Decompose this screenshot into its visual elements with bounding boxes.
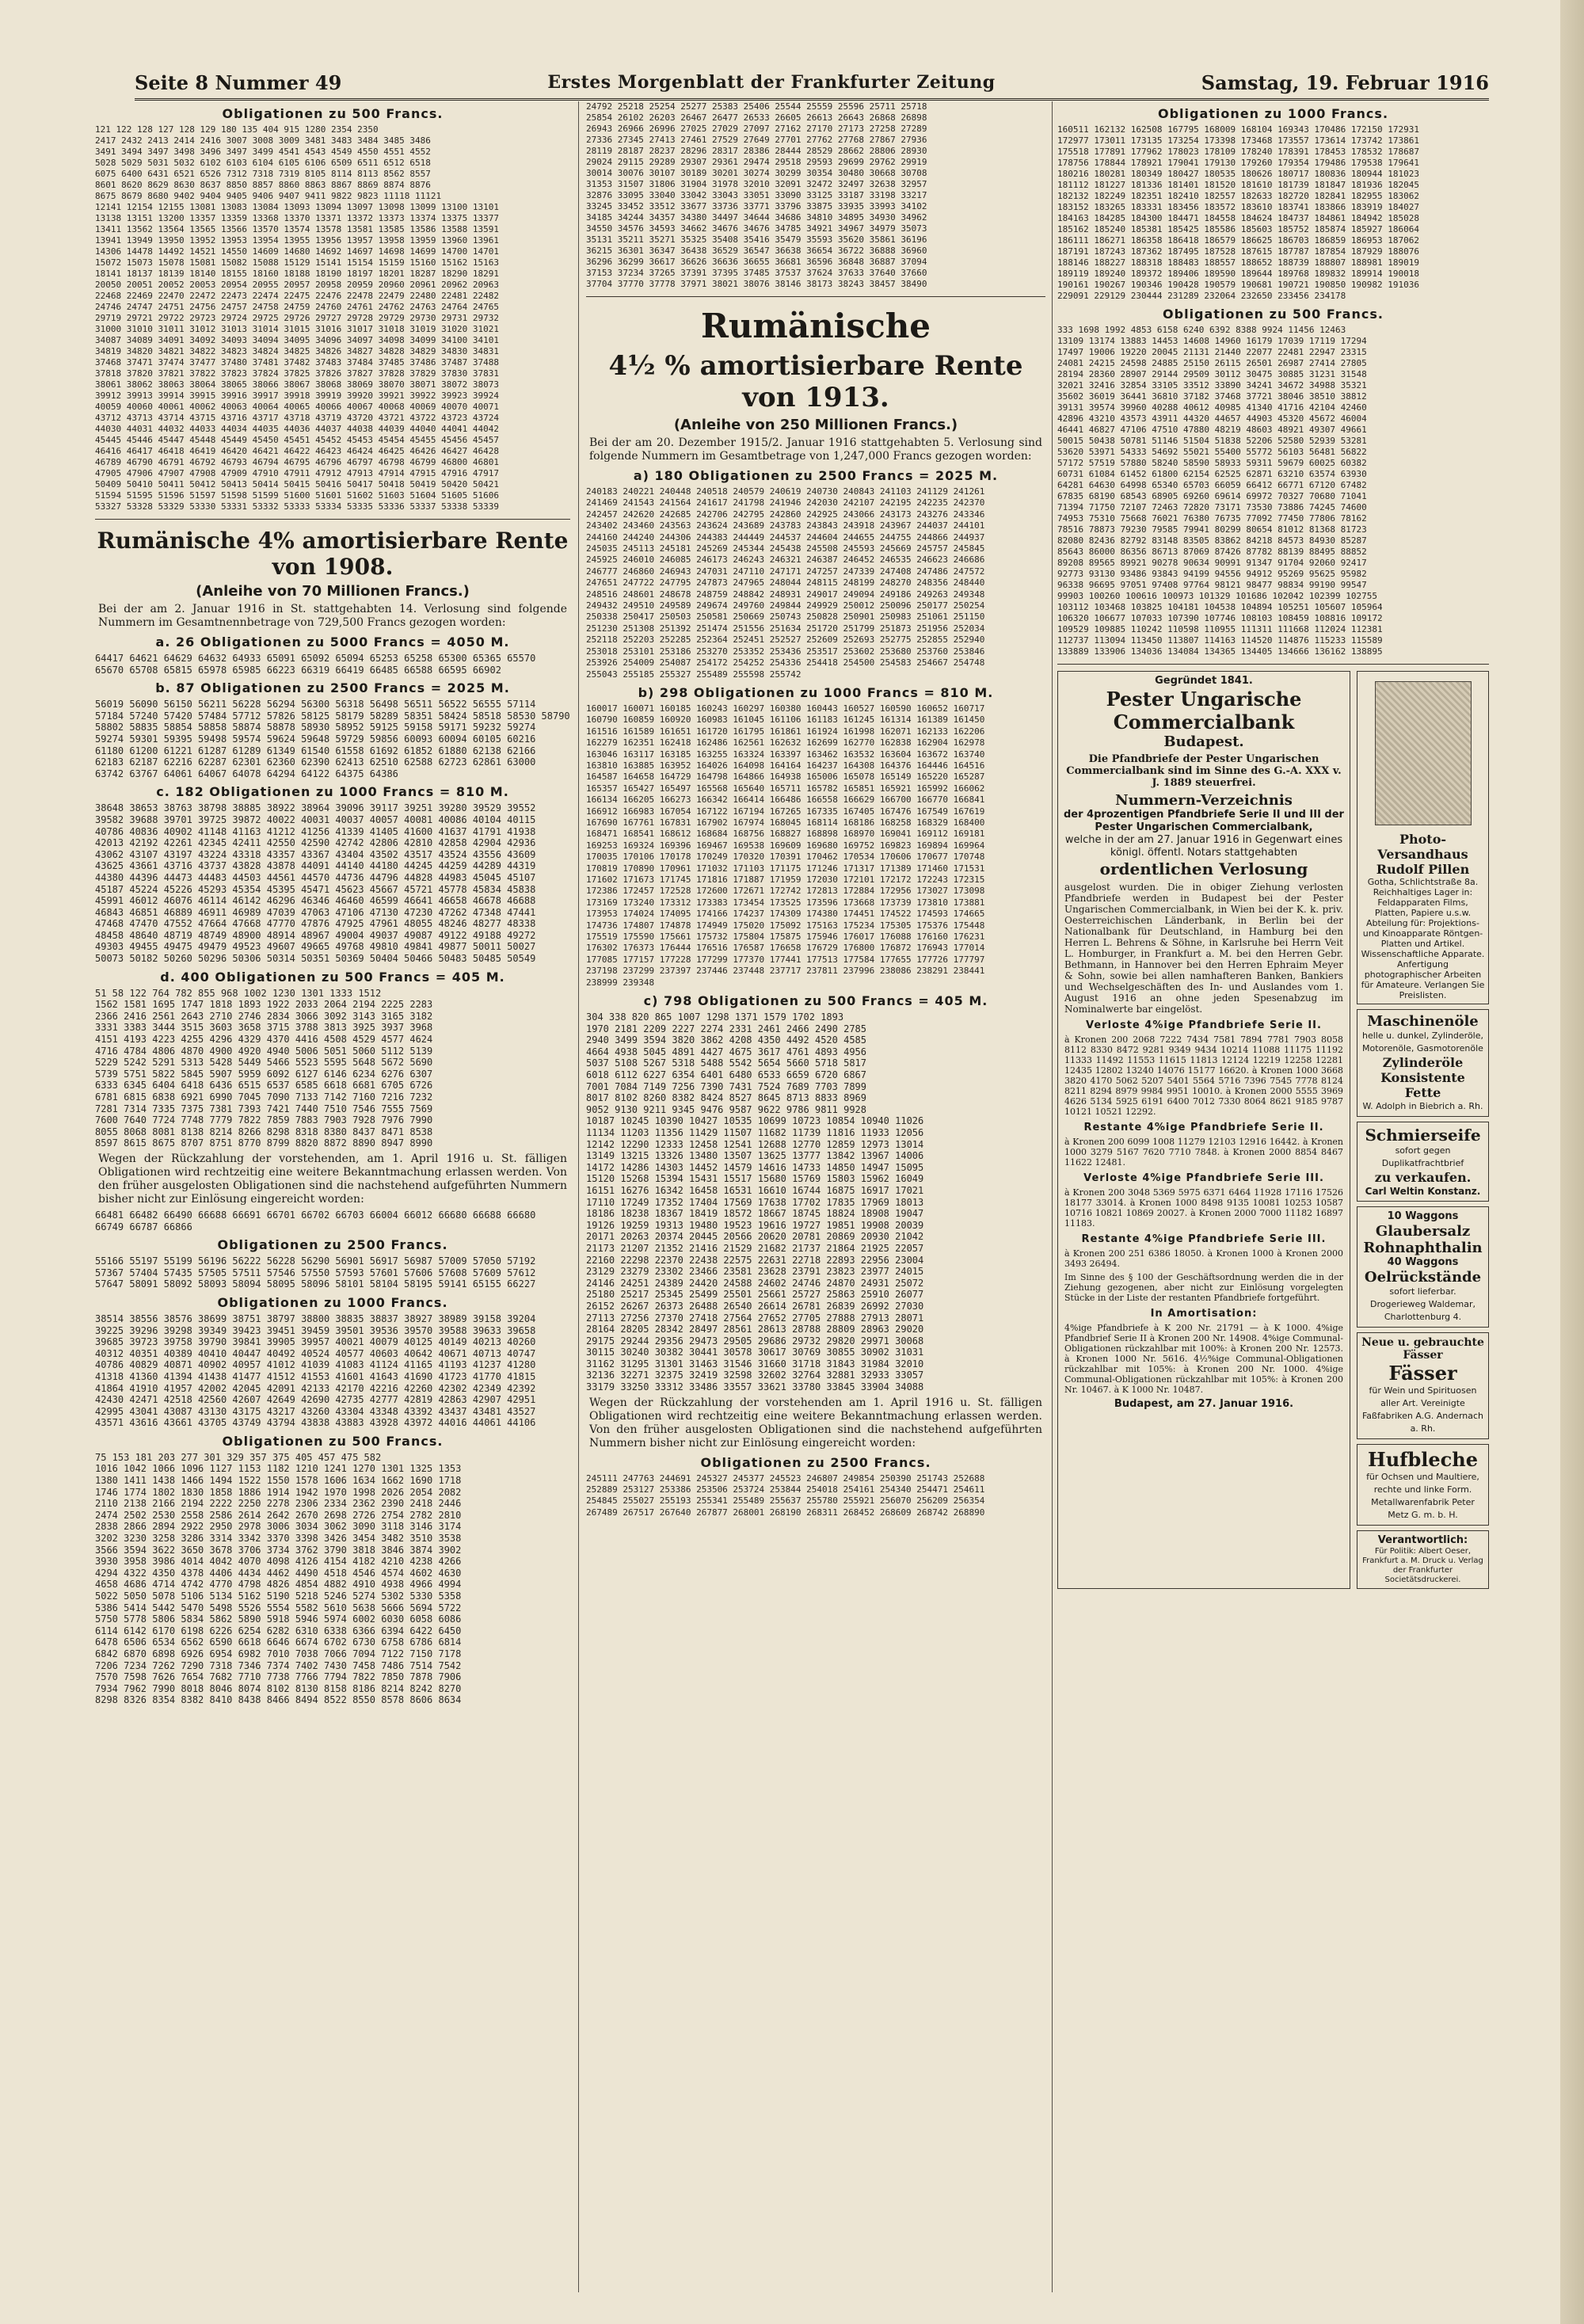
bank-text: ausgelost wurden. Die in obiger Ziehung verlosten Pfandbriefe werden in Budapest bei der Pester Ungarischen Commercialbank, in Wien bei der K. k. priv. Oesterreichischen Länderbank, in Berlin bei der Nationalbank für Deutschland, in Hamburg bei den Herren L. Behrens & Söhne, in Karlsruhe bei Herrn Veit L. Homburger, in Frankfurt a. M. bei den Herren Gebr. Bethmann, in Hannover bei den Herren Ephraim Meyer & Sohn, sowie bei allen namhafteren Banken, Bankiers und Wechselgeschäften des In- und Auslandes vom 1. August 1916 an ohne jeden Spesenabzug im Nominalwerte bar eingelöst. [1064, 882, 1343, 1015]
bank-city: Budapest. [1163, 733, 1244, 750]
ad-text: für Ochsen und Maultiere, rechte und linke Form. Metallwarenfabrik Peter Metz G. m. b. H. [1366, 1472, 1479, 1520]
bank-draw-title: ordentlichen Verlosung [1099, 859, 1308, 878]
section-heading: Obligationen zu 2500 Francs. [700, 1454, 931, 1470]
repayment-notice: Wegen der Rückzahlung der vorstehenden am 1. April 1916 u. St. fälligen Obligationen wird rechtzeitig eine weitere Bekanntmachung erlassen werden. Von den früher ausgelosten Obligationen sind die nachstehend aufgeführten Nummern bisher nicht zur Einlösung eingereicht worden: [589, 1396, 1042, 1450]
newspaper-title: Erstes Morgenblatt der Frankfurter Zeitung [547, 72, 996, 93]
column-rule [578, 101, 579, 2292]
number-list: 51 58 122 764 782 855 968 1002 1230 1301 1333 1512 1562 1581 1695 1747 1818 1893 1922 2033 2064 2194 2225 2283 2366 2416 2561 2643 2710 2746 2834 3066 3092 3143 3165 3182 3331 3383 3444 3515 3603 3658 3715 3788 3813 3925 3937 3968 4151 4193 4223 4255 4296 4329 4370 4416 4508 4529 4577 4624 4716 4784 4806 4870 4900 4920 4940 5006 5051 5060 5112 5139 5229 5242 5291 5313 5428 5449 5466 5523 5595 5648 5672 5690 5739 5751 5822 5845 5907 5959 6092 6127 6146 6234 6276 6307 6333 6345 6404 6418 6436 6515 6537 6585 6618 6681 6705 6726 6781 6815 6838 6921 6990 7045 7090 7133 7142 7160 7216 7232 7281 7314 7335 7375 7381 7393 7421 7440 7510 7546 7555 7569 7600 7640 7724 7748 7779 7822 7859 7883 7903 7928 7976 7990 8055 8068 8081 8138 8214 8266 8298 8318 8380 8437 8471 8538 8597 8615 8675 8707 8751 8770 8799 8820 8872 8890 8947 8990 [95, 987, 433, 1149]
number-list: 24792 25218 25254 25277 25383 25406 25544 25559 25596 25711 25718 25854 26102 26203 26467 26477 26533 26605 26613 26643 26868 26898 26943 26966 26996 27025 27029 27097 27162 27170 27173 27258 27289 27336 27345 27413 27461 27529 27649 27701 27762 27768 27867 27936 28119 28187 28237 28296 28317 28386 28444 28529 28662 28806 28930 29024 29115 29289 29307 29361 29474 29518 29593 29699 29762 29919 30014 30076 30107 30189 30201 30274 30299 30354 30480 30668 30708 31353 31507 31806 31904 31978 32010 32091 32472 32497 32638 32957 32876 33095 33040 33042 33043 33051 33090 33125 33187 33198 33217 33245 33452 33512 33677 33736 33771 33796 33875 33935 33993 34102 34185 34244 34357 34380 34497 34644 34686 34810 34895 34930 34962 34550 34576 34593 34662 34676 34676 34785 34921 34967 34979 35073 35131 35211 35271 35325 35408 35416 35479 35593 35620 35861 36196 36215 36301 36347 36438 36529 36547 36638 36654 36722 36888 36960 36296 36299 36617 36626 36636 36655 36681 36596 36848 36887 37094 37153 37234 37265 37391 37395 37485 37537 37624 37633 37640 37660 37704 37770 37778 37971 38021 38076 38146 38173 38243 38457 38490 [586, 101, 927, 289]
section-heading: c. 182 Obligationen zu 1000 Francs = 810 M. [156, 784, 509, 800]
ad-horseshoes [1357, 1444, 1489, 1526]
number-list: 64417 64621 64629 64632 64933 65091 65092 65094 65253 65258 65300 65365 65570 65670 65708 65815 65978 65985 66223 66319 66419 66485 66588 66595 66902 [95, 653, 536, 676]
page-edge [1560, 0, 1584, 2324]
page-number: Seite 8 Nummer 49 [135, 70, 342, 94]
section-heading: b) 298 Obligationen zu 1000 Francs = 810 M. [638, 684, 994, 700]
section-heading: Obligationen zu 1000 Francs. [217, 1294, 448, 1310]
section-heading: a. 26 Obligationen zu 5000 Francs = 4050 M. [155, 634, 510, 650]
soldier-illustration [1375, 681, 1472, 825]
number-list: 75 153 181 203 277 301 329 357 375 405 457 475 582 1016 1042 1066 1096 1127 1153 1182 1210 1241 1270 1301 1325 1353 1380 1411 1438 1466 1494 1522 1550 1578 1606 1634 1662 1690 1718 1746 1774 1802 1830 1858 1886 1914 1942 1970 1998 2026 2054 2082 2110 2138 2166 2194 2222 2250 2278 2306 2334 2362 2390 2418 2446 2474 2502 2530 2558 2586 2614 2642 2670 2698 2726 2754 2782 2810 2838 2866 2894 2922 2950 2978 3006 3034 3062 3090 3118 3146 3174 3202 3230 3258 3286 3314 3342 3370 3398 3426 3454 3482 3510 3538 3566 3594 3622 3650 3678 3706 3734 3762 3790 3818 3846 3874 3902 3930 3958 3986 4014 4042 4070 4098 4126 4154 4182 4210 4238 4266 4294 4322 4350 4378 4406 4434 4462 4490 4518 4546 4574 4602 4630 4658 4686 4714 4742 4770 4798 4826 4854 4882 4910 4938 4966 4994 5022 5050 5078 5106 5134 5162 5190 5218 5246 5274 5302 5330 5358 5386 5414 5442 5470 5498 5526 5554 5582 5610 5638 5666 5694 5722 5750 5778 5806 5834 5862 5890 5918 5946 5974 6002 6030 6058 6086 6114 6142 6170 6198 6226 6254 6282 6310 6338 6366 6394 6422 6450 6478 6506 6534 6562 6590 6618 6646 6674 6702 6730 6758 6786 6814 6842 6870 6898 6926 6954 6982 7010 7038 7066 7094 7122 7150 7178 7206 7234 7262 7290 7318 7346 7374 7402 7430 7458 7486 7514 7542 7570 7598 7626 7654 7682 7710 7738 7766 7794 7822 7850 7878 7906 7934 7962 7990 8018 8046 8074 8102 8130 8158 8186 8214 8242 8270 8298 8326 8354 8382 8410 8438 8466 8494 8522 8550 8578 8606 8634 [95, 1451, 462, 1706]
bank-list-subtitle: der 4prozentigen Pfandbriefe Serie II und III der Pester Ungarischen Commercialbank, [1064, 809, 1344, 833]
number-list: à Kronen 200 251 6386 18050. à Kronen 1000 à Kronen 2000 3493 26494. [1064, 1248, 1343, 1269]
ad-title: Neue u. gebrauchte Fässer [1361, 1336, 1484, 1362]
divider [95, 519, 570, 520]
bank-date: Budapest, am 27. Januar 1916. [1114, 1398, 1294, 1410]
section-heading: Obligationen zu 500 Francs. [1163, 307, 1384, 322]
ad-title: Schmierseife [1365, 1126, 1481, 1145]
number-list: 38514 38556 38576 38699 38751 38797 38800 38835 38837 38927 38989 39158 39204 39225 39296 39298 39349 39423 39451 39459 39501 39536 39570 39588 39633 39658 39685 39723 39758 39790 39841 39905 39957 40021 40079 40125 40149 40213 40260 40312 40351 40389 40410 40447 40492 40524 40577 40603 40642 40671 40713 40747 40786 40829 40871 40902 40957 41012 41039 41083 41124 41165 41193 41237 41280 41318 41360 41394 41438 41477 41512 41553 41601 41643 41690 41723 41770 41815 41864 41910 41957 42002 42045 42091 42133 42170 42216 42260 42302 42349 42392 42430 42471 42518 42560 42607 42649 42690 42735 42777 42819 42863 42907 42951 42995 43041 43087 43130 43175 43217 43260 43304 43348 43392 43437 43481 43527 43571 43616 43661 43705 43749 43794 43838 43883 43928 43972 44016 44061 44106 [95, 1312, 536, 1429]
ad-title: Zylinderöle [1382, 1055, 1464, 1070]
ad-title: Konsistente Fette [1380, 1070, 1465, 1100]
ad-text: sofort lieferbar. Drogerieweg Waldemar, Charlottenburg 4. [1369, 1286, 1475, 1322]
column-3 [1057, 101, 1489, 2292]
column-rule [1052, 101, 1053, 2292]
section-heading: Restante 4%ige Pfandbriefe Serie II. [1083, 1122, 1324, 1133]
number-list: 245111 247763 244691 245327 245377 245523 246807 249854 250390 251743 252688 252889 253127 253386 253506 253724 253844 254018 254161 254340 254471 254611 254845 255027 255193 255341 255489 255637 255780 255921 256070 256209 256354 267489 267517 267640 267877 268001 268190 268311 268452 268609 268742 268890 [586, 1473, 985, 1518]
ad-text: Carl Weltin Konstanz. [1365, 1186, 1481, 1197]
ad-title: Photo-Versandhaus Rudolf Pillen [1376, 832, 1470, 877]
number-list: 56019 56090 56150 56211 56228 56294 56300 56318 56498 56511 56522 56555 57114 57184 57240 57420 57484 57712 57826 58125 58179 58289 58351 58424 58518 58530 58790 58802 58835 58854 58858 58874 58878 58930 58952 59125 59158 59171 59232 59274 59274 59301 59395 59498 59574 59624 59648 59729 59856 60093 60094 60105 60216 61180 61200 61221 61287 61289 61349 61540 61558 61692 61852 61880 62138 62166 62183 62187 62216 62287 62301 62360 62390 62413 62510 62588 62723 62861 63000 63742 63767 64061 64067 64078 64294 64122 64375 64386 [95, 699, 570, 779]
bank-text: Im Sinne des § 100 der Geschäftsordnung werden die in der Ziehung gezogenen, aber nicht zur Einlösung vorgelegten Stücke in der Liste der restanten Pfandbriefe fortgeführt. [1064, 1272, 1343, 1303]
ad-text: Gotha, Schlichtstraße 8a. Reichhaltiges Lager in: Feldapparaten Films, Platten, Papiere u.s.w. Abteilung für: Projektions- und Kinoapparate Röntgen-Platten und Artikel. Wissenschaftliche Apparate. Anfertigung photographischer Arbeiten für Amateure. Verlangen Sie Preislisten. [1361, 877, 1485, 1000]
bank-text: welche in der am 27. Januar 1916 in Gegenwart eines königl. öffentl. Notars stattgehabten [1064, 834, 1343, 859]
section-heading: Obligationen zu 500 Francs. [222, 1433, 444, 1449]
loan-subtitle: (Anleihe von 70 Millionen Francs.) [196, 583, 470, 600]
section-heading: b. 87 Obligationen zu 2500 Francs = 2025 M. [155, 680, 510, 696]
section-heading: d. 400 Obligationen zu 500 Francs = 405 M. [160, 969, 505, 985]
loan-intro: Bei der am 20. Dezember 1915/2. Januar 1916 stattgehabten 5. Verlosung sind folgende Nummern im Gesamtbetrage von 1,247,000 Francs gezogen worden: [589, 436, 1042, 463]
divider [1057, 664, 1489, 665]
number-list: à Kronen 200 3048 5369 5975 6371 6464 11928 17116 17526 18177 33014. à Kronen 1000 8498 9135 10081 10253 10587 10716 10821 10869 20027. à Kronen 2000 7000 11182 16897 11183. [1064, 1187, 1343, 1229]
section-heading: a) 180 Obligationen zu 2500 Francs = 2025 M. [633, 468, 999, 483]
ad-title: Fässer [1388, 1362, 1457, 1385]
loan-subtitle: (Anleihe von 250 Millionen Francs.) [673, 417, 958, 433]
loan-title-1913-line1: Rumänische [700, 307, 931, 345]
ad-title: Glaubersalz [1375, 1223, 1471, 1240]
ad-photo [1357, 671, 1489, 1004]
column-2 [586, 101, 1045, 2292]
ad-text: W. Adolph in Biebrich a. Rh. [1362, 1101, 1483, 1111]
number-list: 333 1698 1992 4853 6158 6240 6392 8388 9924 11456 12463 13109 13174 13883 14453 14608 14960 16179 17039 17119 17294 17497 19006 19220 20045 21131 21440 22077 22481 22947 23315 24081 24215 24598 24885 25150 26115 26501 26987 27414 27805 28194 28360 28907 29144 29509 30112 30475 30885 31231 31548 32021 32416 32854 33105 33512 33890 34241 34672 34988 35321 35602 36019 36441 36810 37182 37468 37721 38046 38510 38812 39131 39574 39960 40288 40612 40985 41340 41716 42104 42460 42896 43210 43573 43911 44320 44657 44903 45320 45672 46004 46441 46827 47106 47510 47880 48219 48603 48921 49307 49661 50015 50438 50781 51146 51504 51838 52206 52580 52939 53281 53620 53971 54333 54692 55021 55400 55772 56103 56481 56822 57172 57519 57880 58240 58590 58933 59311 59679 60025 60382 60731 61084 61452 61800 62154 62525 62871 63210 63574 63930 64281 64630 64998 65340 65703 66059 66412 66771 67120 67482 67835 68190 68543 68905 69260 69614 69972 70327 70680 71041 71394 71750 72107 72463 72820 73171 73530 73886 74245 74600 74953 75310 75668 76021 76380 76735 77092 77450 77806 78162 78516 78873 79230 79585 79941 80299 80654 81012 81368 81723 82080 82436 82792 83148 83505 83862 84218 84573 84930 85287 85643 86000 86356 86713 87069 87426 87782 88139 88495 88852 89208 89565 89921 90278 90634 90991 91347 91704 92060 92417 92773 93130 93486 93843 94199 94556 94912 95269 95625 95982 96338 96695 97051 97408 97764 98121 98477 98834 99190 99547 99903 100260 100616 100973 101329 101686 102042 102399 102755 103112 103468 103825 104181 104538 104894 105251 105607 105964 106320 106677 107033 107390 107746 108103 108459 108816 109172 109529 109885 110242 110598 110955 111311 111668 112024 112381 112737 113094 113450 113807 114163 114520 114876 115233 115589 133889 133906 134036 134084 134365 134405 134666 136162 138895 [1057, 325, 1383, 657]
bank-list-title: Nummern-Verzeichnis [1115, 792, 1293, 809]
number-list: 121 122 128 127 128 129 180 135 404 915 1280 2354 2350 2417 2432 2413 2414 2416 3007 3008 3009 3481 3483 3484 3485 3486 3491 3494 3497 3498 3496 3497 3499 4541 4543 4549 4550 4551 4552 5028 5029 5031 5032 6102 6103 6104 6105 6106 6509 6511 6512 6518 6075 6400 6431 6521 6526 7312 7318 7319 8105 8114 8113 8562 8557 8601 8620 8629 8630 8637 8850 8857 8860 8863 8867 8869 8874 8876 8675 8679 8680 9402 9404 9405 9406 9407 9411 9822 9823 11118 11121 12141 12154 12155 13081 13083 13084 13093 13094 13097 13098 13099 13100 13101 13138 13151 13200 13357 13359 13368 13370 13371 13372 13373 13374 13375 13377 13411 13562 13564 13565 13566 13570 13574 13578 13581 13585 13586 13588 13591 13941 13949 13950 13952 13953 13954 13955 13956 13957 13958 13959 13960 13961 14306 14478 14492 14521 14550 14609 14680 14692 14697 14698 14699 14700 14701 15072 15073 15078 15081 15082 15088 15129 15141 15154 15159 15160 15162 15163 18141 18137 18139 18140 18155 18160 18188 18190 18197 18201 18287 18290 18291 20050 20051 20052 20053 20954 20955 20957 20958 20959 20960 20961 20962 20963 22468 22469 22470 22472 22473 22474 22475 22476 22478 22479 22480 22481 22482 24746 24747 24751 24756 24757 24758 24759 24760 24761 24762 24763 24764 24765 29719 29721 29722 29723 29724 29725 29726 29727 29728 29729 29730 29731 29732 31000 31010 31011 31012 31013 31014 31015 31016 31017 31018 31019 31020 31021 34087 34089 34091 34092 34093 34094 34095 34096 34097 34098 34099 34100 34101 34819 34820 34821 34822 34823 34824 34825 34826 34827 34828 34829 34830 34831 37468 37471 37474 37477 37480 37481 37482 37483 37484 37485 37486 37487 37488 37818 37820 37821 37822 37823 37824 37825 37826 37827 37828 37829 37830 37831 38061 38062 38063 38064 38065 38066 38067 38068 38069 38070 38071 38072 38073 39912 39913 39914 39915 39916 39917 39918 39919 39920 39921 39922 39923 39924 40059 40060 40061 40062 40063 40064 40065 40066 40067 40068 40069 40070 40071 43712 43713 43714 43715 43716 43717 43718 43719 43720 43721 43722 43723 43724 44030 44031 44032 44033 44034 44035 44036 44037 44038 44039 44040 44041 44042 45445 45446 45447 45448 45449 45450 45451 45452 45453 45454 45455 45456 45457 46416 46417 46418 46419 46420 46421 46422 46423 46424 46425 46426 46427 46428 46789 46790 46791 46792 46793 46794 46795 46796 46797 46798 46799 46800 46801 47905 47906 47907 47908 47909 47910 47911 47912 47913 47914 47915 47916 47917 50409 50410 50411 50412 50413 50414 50415 50416 50417 50418 50419 50420 50421 51594 51595 51596 51597 51598 51599 51600 51601 51602 51603 51604 51605 51606 53327 53328 53329 53330 53331 53332 53333 53334 53335 53336 53337 53338 53339 [95, 124, 499, 512]
section-heading: c) 798 Obligationen zu 500 Francs = 405 M. [643, 993, 988, 1009]
ads-column [1357, 671, 1489, 1589]
number-list: 160511 162132 162508 167795 168009 168104 169343 170486 172150 172931 172977 173011 173135 173254 173398 173468 173557 173614 173742 173861 175518 177891 177962 178023 178109 178240 178391 178453 178532 178687 178756 178844 178921 179041 179130 179260 179354 179486 179538 179641 180216 180281 180349 180427 180535 180626 180717 180836 180944 181023 181112 181227 181336 181401 181520 181610 181739 181847 181936 182045 182132 182249 182351 182410 182557 182633 182720 182841 182955 183062 183152 183265 183331 183456 183572 183610 183741 183866 183919 184027 184163 184285 184300 184471 184558 184624 184737 184861 184942 185028 185162 185240 185381 185425 185586 185603 185752 185874 185927 186064 186111 186271 186358 186418 186579 186625 186703 186859 186953 187062 187191 187243 187362 187495 187528 187615 187787 187854 187929 188076 188146 188227 188318 188483 188557 188652 188739 188807 188981 189019 189119 189240 189372 189406 189590 189644 189768 189832 189914 190018 190161 190267 190346 190428 190579 190681 190721 190850 190982 191036 229091 229129 230444 231289 232064 232650 233456 234178 [1057, 124, 1419, 301]
loan-intro: Bei der am 2. Januar 1916 in St. stattgehabten 14. Verlosung sind folgende Nummern im Gesamtnennbetrage von 729,500 Francs gezogen worden: [98, 603, 567, 629]
issue-date: Samstag, 19. Februar 1916 [1201, 70, 1489, 94]
section-heading: Restante 4%ige Pfandbriefe Serie III. [1081, 1233, 1327, 1245]
loan-title-1913-line2: 4½ % amortisierbare Rente von 1913. [608, 350, 1023, 413]
repayment-notice: Wegen der Rückzahlung der vorstehenden, am 1. April 1916 u. St. fälligen Obligationen wird rechtzeitig eine weitere Bekanntmachung erlassen werden. Von den früher ausgelosten Obligationen sind die nachstehend aufgeführten Nummern bisher nicht zur Einlösung eingereicht worden: [98, 1152, 567, 1206]
ad-soap [1357, 1122, 1489, 1202]
ad-title: Hufbleche [1368, 1448, 1478, 1471]
ad-text: helle u. dunkel, Zylinderöle, Motorenöle, Gasmotorenöle [1361, 1031, 1483, 1053]
number-list: à Kronen 200 6099 1008 11279 12103 12916 16442. à Kronen 1000 3279 5167 7620 7710 7848. à Kronen 2000 8854 8467 11622 12481. [1064, 1137, 1343, 1168]
number-list: 240183 240221 240448 240518 240579 240619 240730 240843 241103 241129 241261 241469 241543 241564 241617 241798 241946 242030 242107 242195 242235 242370 242457 242620 242685 242706 242795 242860 242925 243066 243173 243276 243346 243402 243460 243563 243624 243689 243783 243843 243918 243967 244037 244101 244160 244240 244306 244383 244449 244537 244604 244655 244755 244866 244937 245035 245113 245181 245269 245344 245438 245508 245593 245669 245757 245845 245925 246010 246085 246173 246243 246321 246387 246452 246535 246623 246686 246777 246860 246943 247031 247110 247171 247257 247339 247408 247486 247572 247651 247722 247795 247873 247965 248044 248115 248199 248270 248356 248440 248516 248601 248678 248759 248842 248931 249017 249094 249186 249263 249348 249432 249510 249589 249674 249760 249844 249929 250012 250096 250177 250254 250338 250417 250503 250581 250669 250743 250828 250901 250983 251061 251150 251230 251308 251392 251474 251556 251634 251720 251799 251873 251956 252034 252118 252203 252285 252364 252451 252527 252609 252693 252775 252855 252940 253018 253101 253186 253270 253352 253436 253517 253602 253680 253760 253846 253926 254009 254087 254172 254252 254336 254418 254500 254583 254667 254748 255043 255185 255327 255489 255598 255742 [586, 486, 985, 680]
ad-oils [1357, 1009, 1489, 1117]
loan-title-1908: Rumänische 4% amortisierbare Rente von 1908. [97, 528, 569, 580]
ad-barrels [1357, 1332, 1489, 1439]
ad-title: Oelrückstände [1364, 1269, 1482, 1286]
ad-title: zu verkaufen. [1374, 1170, 1472, 1185]
number-list: 304 338 820 865 1007 1298 1371 1579 1702 1893 1970 2181 2209 2227 2274 2331 2461 2466 2490 2785 2940 3499 3594 3820 3862 4208 4350 4492 4520 4585 4664 4938 5045 4891 4427 4675 3617 4761 4893 4956 5037 5108 5267 5318 5488 5542 5654 5660 5718 5817 6018 6112 6227 6354 6401 6480 6533 6659 6720 6867 7001 7084 7149 7256 7390 7431 7524 7689 7703 7899 8017 8102 8260 8382 8424 8527 8645 8713 8833 8969 9052 9130 9211 9345 9476 9587 9622 9786 9811 9928 10187 10245 10390 10427 10535 10699 10723 10854 10940 11026 11134 11203 11356 11429 11507 11682 11739 11816 11933 12056 12142 12290 12333 12458 12541 12688 12770 12859 12973 13014 13149 13215 13326 13480 13507 13625 13777 13842 13967 14006 14172 14286 14303 14452 14579 14616 14733 14850 14947 15095 15120 15268 15394 15431 15517 15680 15769 15803 15962 16049 16151 16276 16342 16458 16531 16610 16744 16875 16917 17021 17110 17249 17352 17404 17569 17638 17702 17835 17969 18013 18186 18238 18367 18419 18572 18667 18745 18824 18908 19047 19126 19259 19313 19480 19523 19616 19727 19851 19908 20039 20171 20263 20374 20445 20566 20620 20781 20869 20930 21042 21173 21207 21352 21416 21529 21682 21737 21864 21925 22057 22160 22298 22370 22438 22575 22631 22718 22893 22956 23004 23129 23279 23302 23466 23581 23628 23791 23823 23977 24015 24146 24251 24389 24420 24588 24602 24746 24870 24931 25072 25180 25217 25345 25499 25501 25661 25727 25863 25910 26077 26152 26267 26373 26488 26540 26614 26781 26839 26992 27030 27113 27256 27370 27418 27564 27652 27705 27888 27913 28071 28164 28205 28342 28497 28561 28613 28788 28809 28963 29020 29175 29244 29356 29473 29505 29686 29732 29820 29971 30068 30115 30240 30382 30441 30578 30617 30769 30855 30902 31031 31162 31295 31301 31463 31546 31660 31718 31843 31984 32010 32136 32271 32375 32419 32598 32602 32764 32881 32933 33057 33179 33250 33312 33486 33557 33621 33780 33845 33904 34088 [586, 1012, 924, 1393]
bank-text: Die Pfandbriefe der Pester Ungarischen Commercialbank sind im Sinne des G.-A. XXX v. J. 1889 steuerfrei. [1066, 753, 1342, 789]
ad-text: 40 Waggons [1387, 1256, 1459, 1268]
bank-notice [1057, 671, 1350, 1589]
ad-text: sofort gegen Duplikatfrachtbrief [1381, 1145, 1464, 1168]
imprint [1357, 1530, 1489, 1589]
bank-founded: Gegründet 1841. [1155, 675, 1253, 687]
section-heading: Obligationen zu 500 Francs. [222, 106, 444, 121]
ad-text: 10 Waggons [1387, 1210, 1459, 1222]
ad-title: Maschinenöle [1367, 1013, 1479, 1030]
number-list: 160017 160071 160185 160243 160297 160380 160443 160527 160590 160652 160717 160790 160859 160920 160983 161045 161106 161183 161245 161314 161389 161450 161516 161589 161651 161720 161795 161861 161924 161998 162071 162133 162206 162279 162351 162418 162486 162561 162632 162699 162770 162838 162904 162978 163046 163117 163185 163255 163324 163397 163462 163532 163604 163672 163740 163810 163885 163952 164026 164098 164164 164237 164308 164376 164446 164516 164587 164658 164729 164798 164866 164938 165006 165078 165149 165220 165287 165357 165427 165497 165568 165640 165711 165782 165851 165921 165992 166062 166134 166205 166273 166342 166414 166486 166558 166629 166700 166770 166841 166912 166983 167054 167122 167194 167265 167335 167405 167476 167549 167619 167690 167761 167831 167902 167974 168045 168114 168186 168258 168329 168400 168471 168541 168612 168684 168756 168827 168898 168970 169041 169112 169181 169253 169324 169396 169467 169538 169609 169680 169752 169823 169894 169964 170035 170106 170178 170249 170320 170391 170462 170534 170606 170677 170748 170819 170890 170961 171032 171103 171175 171246 171317 171389 171460 171531 171602 171673 171745 171816 171887 171959 172030 172101 172172 172243 172315 172386 172457 172528 172600 172671 172742 172813 172884 172956 173027 173098 173169 173240 173312 173383 173454 173525 173596 173668 173739 173810 173881 173953 174024 174095 174166 174237 174309 174380 174451 174522 174593 174665 174736 174807 174878 174949 175020 175092 175163 175234 175305 175376 175448 175519 175590 175661 175732 175804 175875 175946 176017 176088 176160 176231 176302 176373 176444 176516 176587 176658 176729 176800 176872 176943 177014 177085 177157 177228 177299 177370 177441 177513 177584 177655 177726 177797 237198 237299 237397 237446 237448 237717 237811 237996 238086 238291 238441 238999 239348 [586, 703, 985, 988]
section-heading: Obligationen zu 1000 Francs. [1157, 106, 1389, 121]
section-heading: In Amortisation: [1150, 1308, 1258, 1320]
bank-text: 4%ige Pfandbriefe à K 200 Nr. 21791 — à K 1000. 4%ige Pfandbrief Serie II à Kronen 200 Nr. 14908. 4%ige Communal-Obligationen rückzahlbar mit 100%: à Kronen 200 Nr. 12573. à Kronen 1000 Nr. 5616. 4½%ige Communal-Obligationen rückzahlbar mit 105%: à Kronen 200 Nr. 1000. 4%ige Communal-Obligationen rückzahlbar mit 105%: à Kronen 200 Nr. 10467. à K 1000 Nr. 10487. [1064, 1323, 1343, 1395]
ad-title: Rohnaphthalin [1363, 1240, 1483, 1256]
section-heading: Verloste 4%ige Pfandbriefe Serie III. [1083, 1172, 1324, 1184]
number-list: 55166 55197 55199 56196 56222 56228 56290 56901 56917 56987 57009 57050 57192 57367 57404 57435 57505 57511 57546 57550 57593 57601 57606 57608 57609 57612 57647 58091 58092 58093 58094 58095 58096 58101 58104 58195 59141 65155 66227 [95, 1255, 536, 1290]
column-1 [95, 101, 570, 2292]
lower-section [1057, 671, 1489, 1589]
imprint-title: Verantwortlich: [1377, 1534, 1468, 1546]
bank-name: Pester Ungarische Commercialbank [1106, 688, 1302, 733]
number-list: 38648 38653 38763 38798 38885 38922 38964 39096 39117 39251 39280 39529 39552 39582 39688 39701 39725 39872 40022 40031 40037 40057 40081 40086 40104 40115 40786 40836 40902 41148 41163 41212 41256 41339 41405 41600 41637 41791 41938 42013 42192 42261 42345 42411 42550 42590 42742 42806 42810 42858 42904 42936 43062 43107 43197 43224 43318 43357 43367 43404 43502 43517 43524 43556 43609 43625 43661 43716 43737 43828 43878 44091 44140 44180 44245 44259 44289 44319 44380 44396 44473 44483 44503 44561 44570 44736 44796 44828 44983 45045 45107 45187 45224 45226 45293 45354 45395 45471 45623 45667 45721 45778 45834 45838 45991 46012 46076 46114 46142 46296 46346 46460 46599 46641 46658 46678 46688 46843 46851 46889 46911 46989 47039 47063 47106 47130 47230 47262 47348 47441 47468 47470 47552 47664 47668 47770 47876 47925 47961 48055 48246 48277 48338 48458 48640 48719 48749 48900 48914 48967 49004 49037 49087 49122 49188 49272 49303 49455 49475 49479 49523 49607 49665 49768 49810 49841 49877 50011 50027 50073 50182 50260 50296 50306 50314 50351 50369 50404 50466 50483 50485 50549 [95, 802, 536, 965]
section-heading: Obligationen zu 2500 Francs. [217, 1237, 448, 1253]
imprint-text: Für Politik: Albert Oeser, Frankfurt a. M. Druck u. Verlag der Frankfurter Societätsdruckerei. [1362, 1547, 1483, 1584]
number-list: à Kronen 200 2068 7222 7434 7581 7894 7781 7903 8058 8112 8330 8472 9281 9349 9434 10214 11088 11175 11192 11333 11492 11553 11615 11813 12124 12219 12258 12281 12435 12802 13240 14076 15177 16620. à Kronen 1000 3668 3820 4170 5062 5207 5401 5564 5716 7396 7545 7778 8124 8211 8294 8979 9984 9951 10010. à Kronen 2000 5555 3969 4626 5134 5925 6191 6400 7012 7330 8064 8621 9185 9787 10121 10521 12292. [1064, 1034, 1343, 1117]
section-heading: Verloste 4%ige Pfandbriefe Serie II. [1086, 1019, 1322, 1031]
divider [586, 296, 1045, 297]
number-list: 66481 66482 66490 66688 66691 66701 66702 66703 66004 66012 66680 66688 66680 66749 66787 66866 [95, 1209, 536, 1232]
ad-chemicals [1357, 1206, 1489, 1328]
ad-text: für Wein und Spirituosen aller Art. Vereinigte Faßfabriken A.G. Andernach a. Rh. [1361, 1385, 1484, 1434]
masthead [135, 67, 1489, 101]
